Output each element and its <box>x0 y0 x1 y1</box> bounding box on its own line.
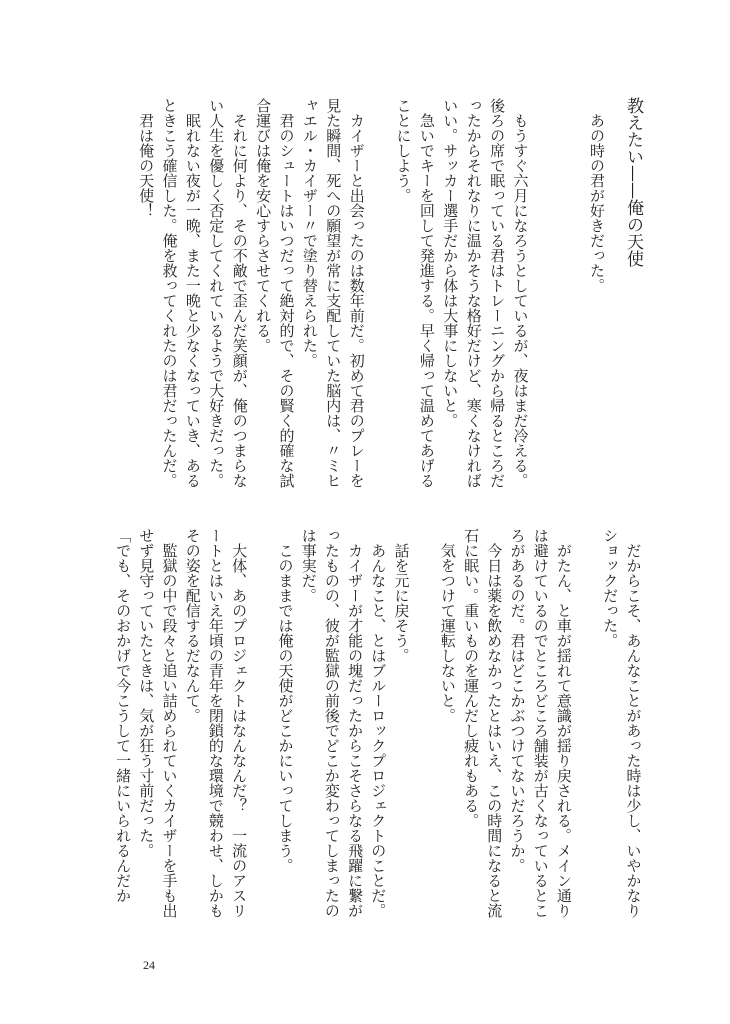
text-column: ャエル・カイザー〃で塗り替えられた。 <box>300 98 319 368</box>
text-column: あんなこと、とはブルーロックプロジェクトのことだ。 <box>369 528 388 918</box>
text-column: 気をつけて運転しないと。 <box>438 528 457 723</box>
text-column: は避けているのでところどころ舗装が古くなっているとこ <box>531 528 550 918</box>
text-column: 君は俺の天使！ <box>137 98 156 218</box>
page-number: 24 <box>143 958 155 972</box>
text-column: 話を元に戻そう。 <box>392 528 411 663</box>
text-column: 眠れない夜が一晩、また一晩と少なくなっていき、ある <box>183 98 202 488</box>
text-column: ろがあるのだ。君はどこかぶつけてないだろうか。 <box>508 528 527 873</box>
text-column: 大体、あのプロジェクトはなんなんだ？ 一流のアスリ <box>230 528 249 918</box>
text-column: 「でも、そのおかげで今こうして一緒にいられるんだか <box>114 528 133 903</box>
text-column: は事実だ。 <box>299 528 318 603</box>
text-column: ショックだった。 <box>601 528 620 648</box>
text-column: 石に眠い。重いものを運んだし疲れもある。 <box>462 528 481 828</box>
text-column: 合運びは俺を安心すらさせてくれる。 <box>254 98 273 353</box>
text-column: 見た瞬間、死への願望が常に支配していた脳内は、〃ミヒ <box>324 98 343 488</box>
text-column: 監獄の中で段々と追い詰められていくカイザーを手も出 <box>160 528 179 918</box>
text-column: ことにしよう。 <box>394 98 413 203</box>
text-column: もうすぐ六月になろうとしているが、夜はまだ冷える。 <box>511 98 530 488</box>
chapter-subtitle: あの時の君が好きだった。 <box>588 98 606 293</box>
text-column: ートとはいえ年頃の青年を閉鎖的な環境で競わせ、しかも <box>206 528 225 918</box>
text-column: その姿を配信するだなんて。 <box>183 528 202 723</box>
text-column: ときこう確信した。俺を救ってくれたのは君だったんだ。 <box>160 98 179 488</box>
text-column: ったものの、彼が監獄の前後でどこか変わってしまったの <box>322 528 341 918</box>
text-column: それに何より、その不敵で歪んだ笑顔が、俺のつまらな <box>230 98 249 488</box>
text-column: がたん、と車が揺れて意識が揺り戻される。メイン通り <box>554 528 573 918</box>
text-column: いい。サッカー選手だから体は大事にしないと。 <box>441 98 460 428</box>
text-column: だからこそ、あんなことがあった時は少し、いやかなり <box>624 528 643 918</box>
text-column: ったからそれなりに温かそうな格好だけど、寒くなければ <box>464 98 483 488</box>
text-column: カイザーと出会ったのは数年前だ。初めて君のプレーを <box>347 98 366 488</box>
text-column: 急いでキーを回して発進する。早く帰って温めてあげる <box>417 98 436 488</box>
text-column: 後ろの席で眠っている君はトレーニングから帰るところだ <box>488 98 507 488</box>
chapter-title: 教えたい——俺の天使 <box>623 97 643 267</box>
text-column: せず見守っていたときは、気が狂う寸前だった。 <box>137 528 156 858</box>
text-column: い人生を優しく否定してくれているようで大好きだった。 <box>207 98 226 488</box>
text-column: 今日は薬を飲めなかったとはいえ、この時間になると流 <box>485 528 504 918</box>
text-column: このままでは俺の天使がどこかにいってしまう。 <box>276 528 295 873</box>
text-column: カイザーが才能の塊だったからこそさらなる飛躍に繋が <box>346 528 365 918</box>
text-column: 君のシュートはいつだって絶対的で、その賢く的確な試 <box>277 98 296 488</box>
